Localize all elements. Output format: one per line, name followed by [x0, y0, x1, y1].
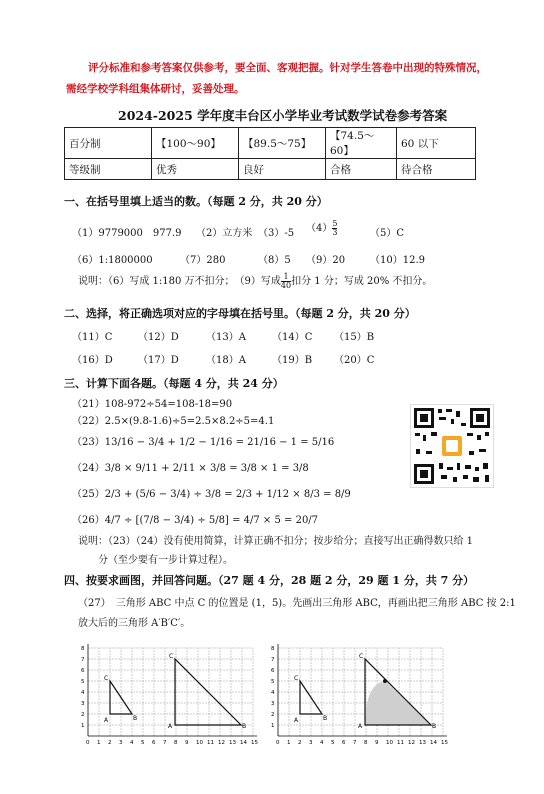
section-3-note: 说明：（23）（24）没有使用简算，计算正确不扣分；按步给分；直接写出正确得数只给 1: [78, 536, 473, 547]
answer: （9）20: [306, 255, 346, 266]
answer: （2）立方米: [196, 228, 253, 239]
x-tick-label: 5: [331, 740, 335, 746]
x-tick-label: 9: [375, 740, 379, 746]
x-tick-label: 0: [86, 740, 90, 746]
y-tick-label: 7: [271, 657, 275, 663]
x-tick-label: 14: [240, 740, 247, 746]
point: [383, 679, 387, 683]
grade-cell: 百分制: [65, 128, 152, 159]
x-tick-label: 8: [364, 740, 368, 746]
grade-cell: 【100～90】: [152, 128, 239, 159]
section-1-heading: 一、在括号里填上适当的数。（每题 2 分，共 20 分）: [64, 195, 328, 208]
answer: （5）C: [370, 228, 405, 239]
point-label: C: [294, 675, 299, 682]
note-line-2: 需经学校学科组集体研讨，妥善处理。: [66, 83, 245, 95]
x-tick-label: 4: [320, 740, 324, 746]
grade-cell: 60 以下: [397, 128, 476, 159]
question-27: （27） 三角形 ABC 中点 C 的位置是 (1，5)。先画出三角形 ABC，再画出把三角形 ABC 按 2:1: [78, 598, 516, 609]
answer: （13）A: [206, 332, 246, 343]
x-tick-label: 11: [397, 740, 404, 746]
point-label: B: [432, 723, 437, 730]
x-tick-label: 7: [353, 740, 357, 746]
y-tick-label: 4: [81, 690, 85, 696]
calc-answer: （26）4/7 ÷ [(7/8 − 3/4) ÷ 5/8] = 4/7 × 5 = 20/7: [72, 515, 319, 526]
x-tick-label: 12: [408, 740, 415, 746]
section-2-heading: 二、选择，将正确选项对应的字母填在括号里。（每题 2 分，共 20 分）: [64, 307, 416, 320]
y-tick-label: 7: [81, 657, 85, 663]
section-3-note: 分（至少要有一步计算过程）。: [98, 555, 233, 566]
coordinate-grid-right: [270, 644, 450, 752]
x-tick-label: 9: [185, 740, 189, 746]
answer: （19）B: [272, 355, 313, 366]
x-tick-label: 10: [196, 740, 203, 746]
x-tick-label: 11: [207, 740, 214, 746]
y-tick-label: 8: [81, 646, 85, 652]
y-tick-label: 2: [81, 712, 85, 718]
answer: （11）C: [72, 332, 113, 343]
note-line-1: 评分标准和参考答案仅供参考，要全面、客观把握。针对学生答卷中出现的特殊情况，: [88, 62, 487, 74]
x-tick-label: 14: [430, 740, 437, 746]
x-tick-label: 12: [218, 740, 225, 746]
triangle-abc: [300, 681, 322, 714]
point-label: C: [104, 675, 109, 682]
x-tick-label: 3: [119, 740, 123, 746]
x-tick-label: 3: [309, 740, 313, 746]
point-label: A: [294, 717, 299, 724]
x-tick-label: 2: [298, 740, 302, 746]
y-tick-label: 3: [271, 701, 275, 707]
x-tick-label: 1: [287, 740, 291, 746]
x-tick-label: 1: [97, 740, 101, 746]
coordinate-grid-left: [80, 644, 260, 752]
y-tick-label: 6: [271, 668, 275, 674]
calc-answer: （25）2/3 + (5/6 − 3/4) ÷ 3/8 = 2/3 + 1/12 × 8/3 = 8/9: [72, 489, 351, 500]
x-tick-label: 2: [108, 740, 112, 746]
y-tick-label: 3: [81, 701, 85, 707]
question-27: 放大后的三角形 A′B′C′。: [78, 618, 191, 629]
grade-cell: 优秀: [152, 159, 239, 180]
x-tick-label: 6: [152, 740, 156, 746]
x-tick-label: 13: [229, 740, 236, 746]
section-3-heading: 三、计算下面各题。（每题 4 分，共 24 分）: [64, 377, 284, 390]
answer: （6）1:1800000: [72, 255, 153, 266]
answer: （8）5: [258, 255, 291, 266]
point-label: A: [168, 723, 173, 730]
fraction: $\frac{1}{40}$: [280, 272, 292, 290]
y-tick-label: 1: [271, 723, 275, 729]
fraction: $\frac{5}{3}$: [332, 219, 338, 237]
point-label: C: [359, 653, 364, 660]
x-tick-label: 7: [163, 740, 167, 746]
x-tick-label: 4: [130, 740, 134, 746]
point-label: B: [242, 723, 247, 730]
point-label: A: [104, 717, 109, 724]
answer: （14）C: [272, 332, 313, 343]
y-tick-label: 8: [271, 646, 275, 652]
x-tick-label: 10: [386, 740, 393, 746]
x-tick-label: 8: [174, 740, 178, 746]
y-tick-label: 4: [271, 690, 275, 696]
answer: （12）D: [138, 332, 179, 343]
answer: （20）C: [334, 355, 375, 366]
x-tick-label: 5: [141, 740, 145, 746]
grade-table: [64, 127, 476, 180]
answer: （17）D: [138, 355, 179, 366]
y-tick-label: 5: [81, 679, 85, 685]
grade-cell: 【74.5～60】: [326, 128, 397, 159]
grade-cell: 【89.5～75】: [239, 128, 326, 159]
grade-cell: 合格: [326, 159, 397, 180]
section-4-heading: 四、按要求画图，并回答问题。（27 题 4 分，28 题 2 分，29 题 1 分，共 7 分）: [64, 574, 475, 587]
x-tick-label: 15: [251, 740, 258, 746]
grade-cell: 等级制: [65, 159, 152, 180]
answer: （18）A: [206, 355, 246, 366]
x-tick-label: 6: [342, 740, 346, 746]
triangle-abc: [110, 681, 132, 714]
answer: （7）280: [180, 255, 226, 266]
answer: （10）12.9: [370, 255, 425, 266]
x-tick-label: 15: [441, 740, 448, 746]
point-label: A: [358, 723, 363, 730]
answer: （1）9779000 977.9: [72, 228, 182, 239]
calc-answer: （24）3/8 × 9/11 + 2/11 × 3/8 = 3/8 × 1 = 3/8: [72, 463, 309, 474]
y-tick-label: 2: [271, 712, 275, 718]
point-label: C: [169, 653, 174, 660]
x-tick-label: 0: [276, 740, 280, 746]
grade-cell: 待合格: [397, 159, 476, 180]
qr-code-icon: [410, 404, 494, 488]
y-tick-label: 5: [271, 679, 275, 685]
point-label: B: [323, 715, 328, 722]
calc-answer: （23）13/16 − 3/4 + 1/2 − 1/16 = 21/16 − 1 = 5/16: [72, 437, 335, 448]
calc-answer: （21）108-972÷54=108-18=90: [72, 399, 233, 410]
calc-answer: （22）2.5×(9.8-1.6)÷5=2.5×8.2÷5=4.1: [72, 416, 275, 427]
page-title: 2024-2025 学年度丰台区小学毕业考试数学试卷参考答案: [118, 108, 448, 123]
answer: （16）D: [72, 355, 113, 366]
answer: （4） $\frac{5}{3}$: [306, 219, 338, 237]
y-tick-label: 1: [81, 723, 85, 729]
answer: （15）B: [334, 332, 375, 343]
section-1-note: 说明：（6）写成 1:180 万不扣分； （9）写成 $\frac{1}{40}$ 扣分 1 分；写成 20% 不扣分。: [78, 272, 433, 290]
y-tick-label: 6: [81, 668, 85, 674]
answer: （3）-5: [258, 228, 295, 239]
grade-cell: 良好: [239, 159, 326, 180]
point-label: B: [133, 715, 138, 722]
x-tick-label: 13: [419, 740, 426, 746]
